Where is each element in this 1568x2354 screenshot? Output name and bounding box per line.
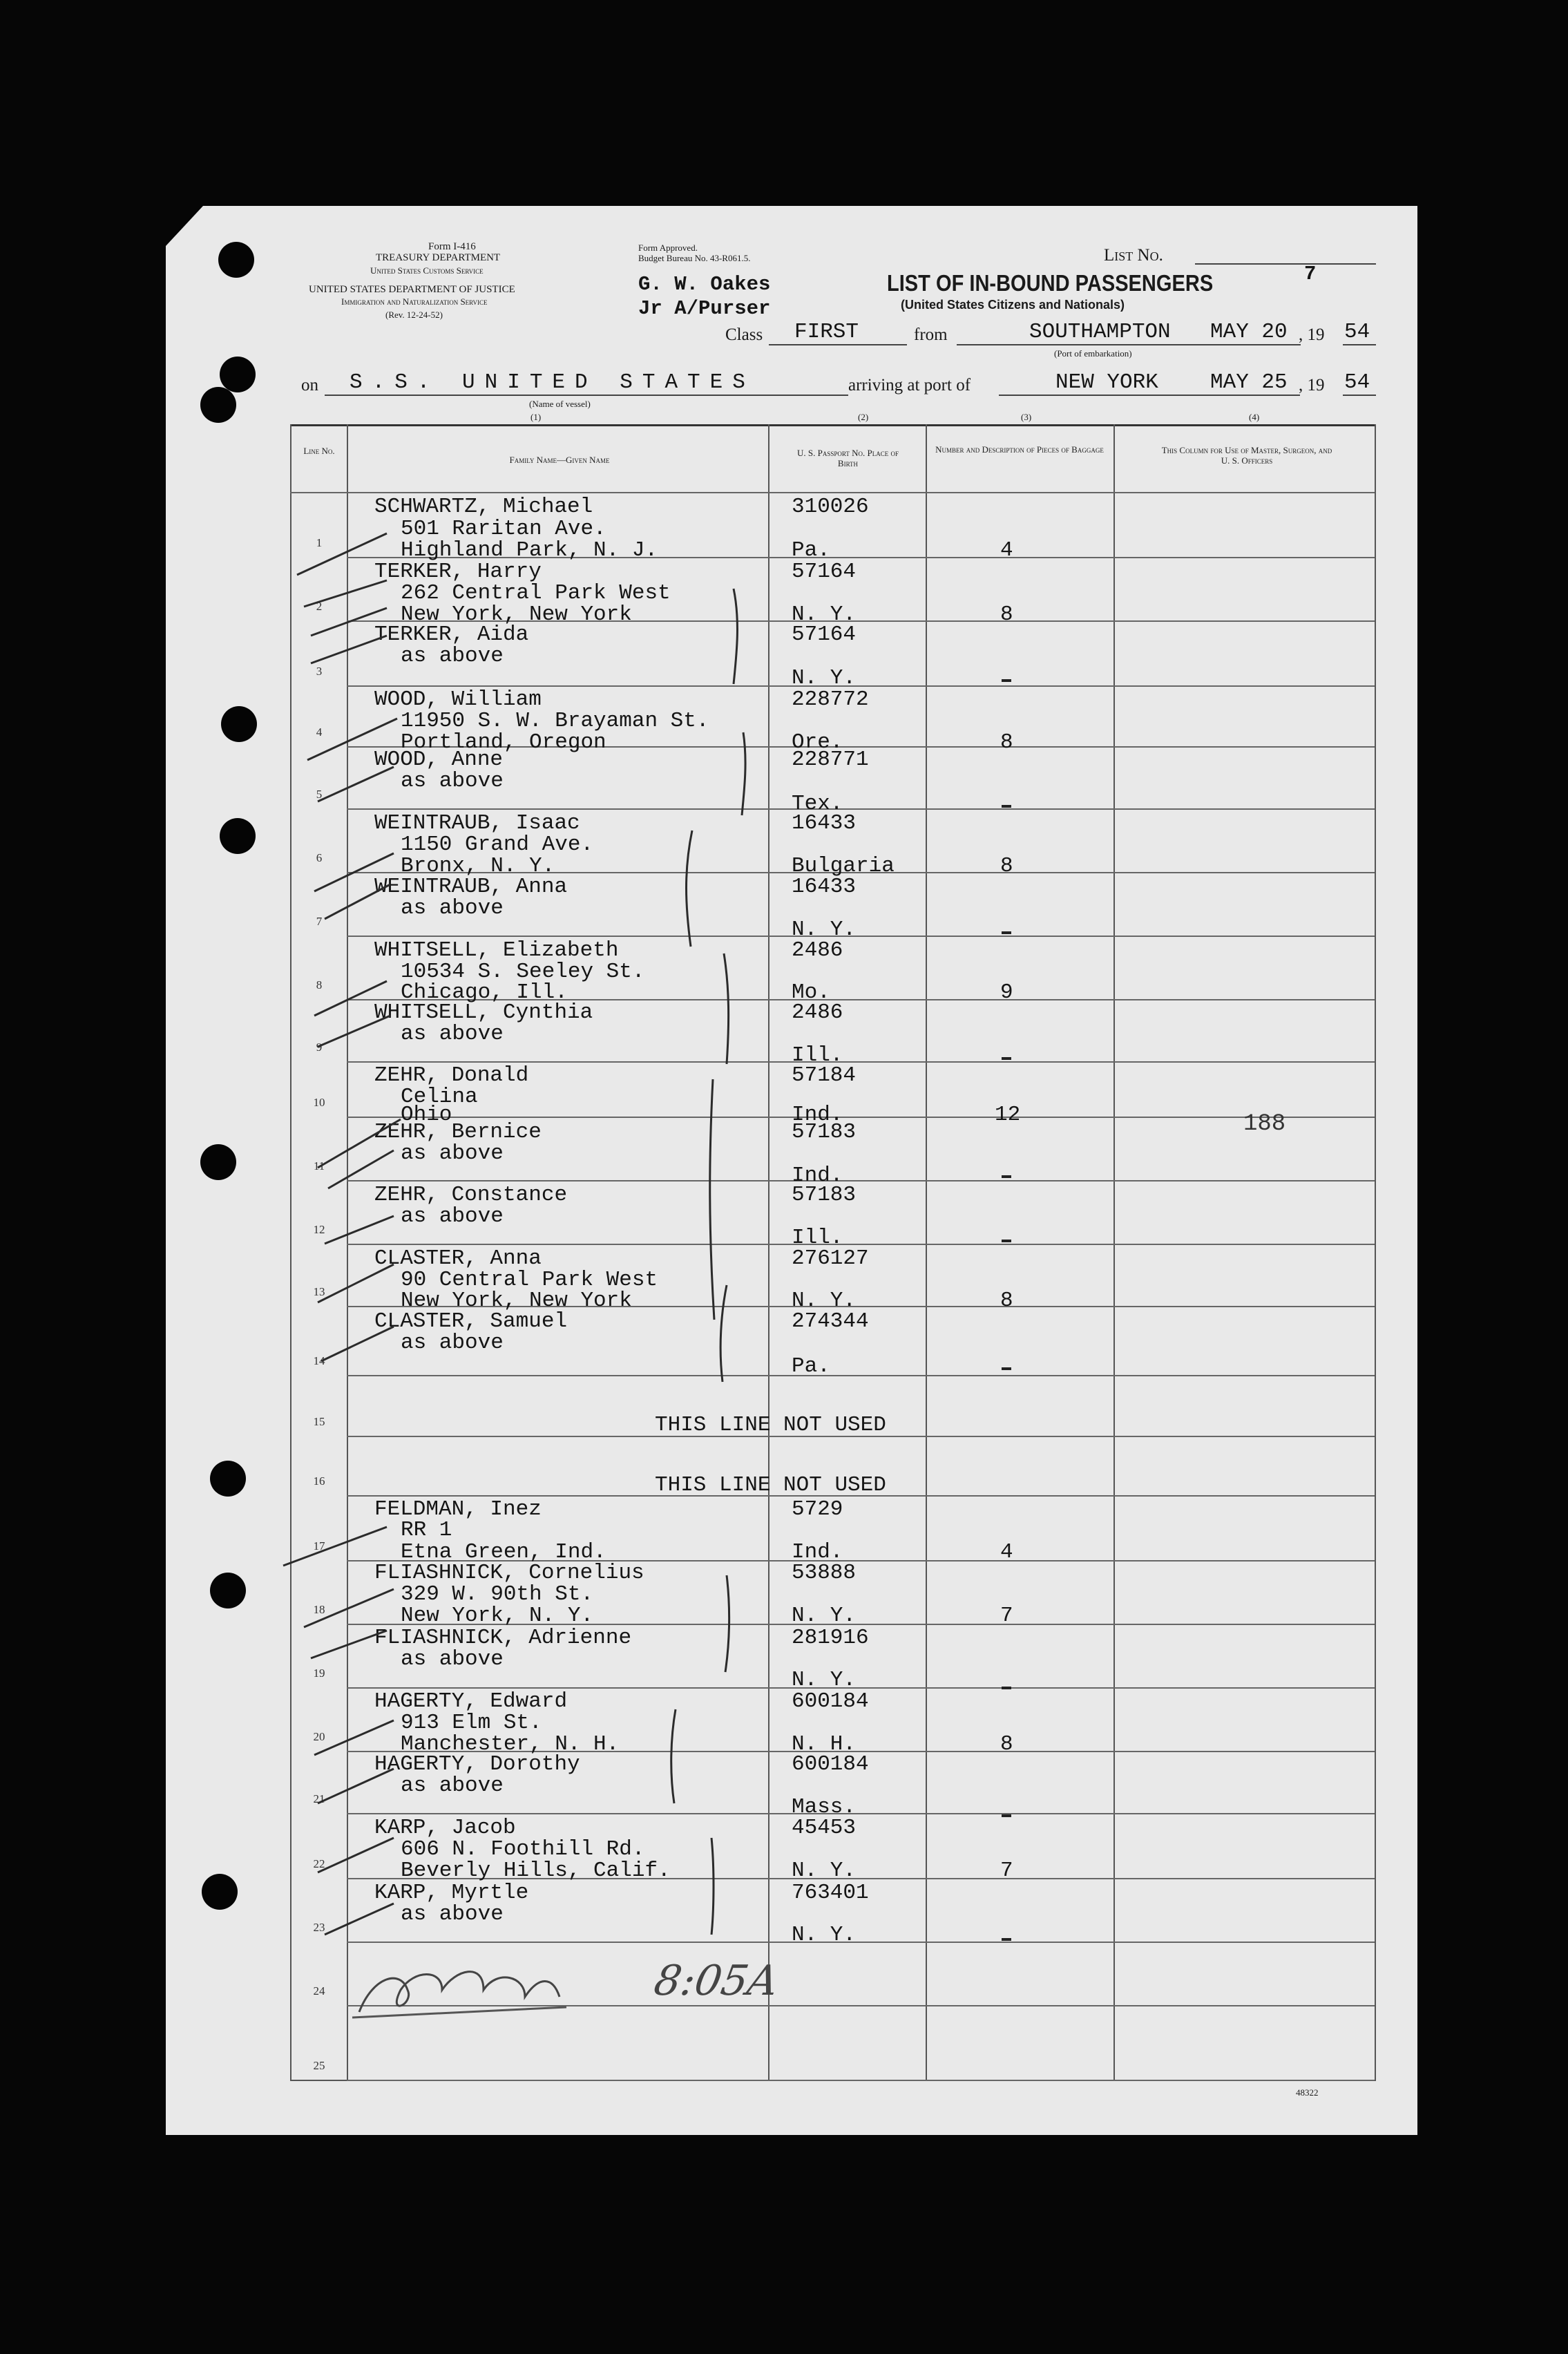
passenger-name-line: New York, N. Y.: [401, 1604, 594, 1628]
treasury-department: TREASURY DEPARTMENT: [376, 252, 501, 263]
handwritten-time: 8:05A: [650, 1957, 783, 2005]
row-divider: [347, 492, 1375, 493]
line-number: 1: [316, 536, 323, 549]
officer-note: 188: [1243, 1111, 1286, 1137]
passenger-name-line: ZEHR, Donald: [374, 1063, 529, 1088]
from-label: from: [914, 325, 948, 344]
line-number: 23: [313, 1921, 325, 1934]
passenger-name-line: New York, New York: [401, 602, 632, 627]
baggage-count: 8: [1000, 1289, 1013, 1313]
line-number: 18: [313, 1603, 325, 1616]
line-number: 8: [316, 978, 323, 991]
passenger-name-line: Portland, Oregon: [401, 730, 606, 754]
line-number: 14: [313, 1354, 325, 1367]
header-name: Family Name—Given Name: [509, 455, 610, 465]
col-3-marker: (3): [1021, 412, 1032, 422]
passenger-name-line: 11950 S. W. Brayaman St.: [401, 709, 709, 733]
passenger-name-line: as above: [401, 1204, 504, 1228]
passenger-name-line: WHITSELL, Cynthia: [374, 1000, 593, 1025]
baggage-count: 8: [1000, 854, 1013, 878]
embarkation-note: (Port of embarkation): [1054, 348, 1132, 359]
departure-year: 54: [1344, 320, 1370, 344]
header-baggage: Number and Description of Pieces of Baggage: [935, 444, 1104, 455]
form-title: LIST OF IN-BOUND PASSENGERS: [887, 270, 1214, 296]
baggage-dash: [1002, 1175, 1011, 1178]
on-label: on: [301, 376, 318, 395]
ins-service: Immigration and Naturalization Service: [341, 296, 488, 307]
baggage-dash: [1002, 1367, 1011, 1370]
baggage-dash: [1002, 1814, 1011, 1817]
row-divider: [347, 1117, 1375, 1118]
passenger-name-line: as above: [401, 1774, 504, 1798]
passenger-name-line: 913 Elm St.: [401, 1711, 542, 1735]
passport-birthplace: Tex.: [792, 792, 843, 816]
budget-bureau: Budget Bureau No. 43-R061.5.: [638, 253, 751, 263]
baggage-dash: [1002, 1938, 1011, 1941]
line-number: 10: [313, 1096, 325, 1109]
baggage-count: 7: [1000, 1859, 1013, 1883]
list-no-value: 7: [1304, 263, 1317, 285]
baggage-count: 4: [1000, 1540, 1013, 1564]
passenger-name-line: Celina: [401, 1085, 478, 1109]
footer-code: 48322: [1296, 2087, 1319, 2098]
line-number: 19: [313, 1667, 325, 1680]
line-number: 15: [313, 1415, 325, 1428]
punch-hole: [218, 242, 254, 278]
passport-birthplace: 2486: [792, 1000, 843, 1025]
passport-birthplace: 16433: [792, 875, 857, 899]
line-number: 13: [313, 1285, 325, 1298]
col-4-marker: (4): [1249, 412, 1260, 422]
baggage-count: 8: [1000, 602, 1013, 627]
line-number: 11: [313, 1159, 325, 1173]
embarkation-port: SOUTHAMPTON: [1029, 320, 1171, 344]
baggage-count: 4: [1000, 538, 1013, 562]
row-divider: [347, 2080, 1375, 2081]
passenger-name-line: as above: [401, 644, 504, 668]
passenger-name-line: 606 N. Foothill Rd.: [401, 1837, 645, 1861]
baggage-dash: [1002, 1687, 1011, 1689]
passport-birthplace: 57183: [792, 1120, 857, 1144]
passenger-name-line: CLASTER, Samuel: [374, 1309, 568, 1333]
passenger-name-line: HAGERTY, Dorothy: [374, 1752, 580, 1776]
passport-birthplace: 2486: [792, 938, 843, 962]
passport-birthplace: 16433: [792, 811, 857, 835]
departure-date: MAY 20: [1210, 320, 1288, 344]
row-divider: [347, 1813, 1375, 1814]
passport-birthplace: 310026: [792, 495, 869, 519]
passenger-name-line: WOOD, William: [374, 687, 542, 712]
passport-birthplace: 281916: [792, 1626, 869, 1650]
punch-hole: [202, 1874, 238, 1910]
passport-birthplace: Bulgaria: [792, 854, 895, 878]
line-number: 6: [316, 851, 323, 864]
line-number: 9: [316, 1041, 323, 1054]
passport-birthplace: Ind.: [792, 1540, 843, 1564]
row-divider: [347, 1687, 1375, 1689]
passport-birthplace: N. Y.: [792, 1859, 857, 1883]
passport-birthplace: Pa.: [792, 538, 830, 562]
form-approved: Form Approved.: [638, 243, 698, 253]
vessel-name: S.S. UNITED STATES: [350, 370, 755, 395]
line-number: 3: [316, 665, 323, 678]
passport-birthplace: Ill.: [792, 1226, 843, 1250]
punch-hole: [210, 1461, 246, 1497]
passport-birthplace: Mo.: [792, 980, 830, 1005]
passenger-name-line: KARP, Jacob: [374, 1816, 516, 1840]
passport-birthplace: Ind.: [792, 1164, 843, 1188]
passenger-name-line: HAGERTY, Edward: [374, 1689, 568, 1714]
passport-birthplace: Ore.: [792, 730, 843, 754]
row-divider: [347, 1180, 1375, 1181]
passport-birthplace: N. Y.: [792, 666, 857, 690]
passenger-name-line: RR 1: [401, 1518, 452, 1542]
passenger-name-line: ZEHR, Bernice: [374, 1120, 542, 1144]
passport-birthplace: N. Y.: [792, 1668, 857, 1692]
passenger-name-line: as above: [401, 1647, 504, 1671]
form-number: Form I-416: [428, 241, 476, 252]
baggage-dash: [1002, 805, 1011, 808]
passenger-name-line: WHITSELL, Elizabeth: [374, 938, 619, 962]
row-divider: [347, 685, 1375, 687]
class-value: FIRST: [794, 320, 859, 344]
revision-date: (Rev. 12-24-52): [385, 310, 443, 320]
passenger-name-line: FLIASHNICK, Adrienne: [374, 1626, 632, 1650]
passenger-name-line: 10534 S. Seeley St.: [401, 960, 645, 984]
row-divider: [347, 936, 1375, 937]
punch-hole: [200, 1144, 236, 1180]
row-divider: [347, 808, 1375, 810]
passport-birthplace: Pa.: [792, 1354, 830, 1378]
passenger-name-line: SCHWARTZ, Michael: [374, 495, 593, 519]
arrival-year-prefix: , 19: [1299, 376, 1325, 395]
passport-birthplace: 57164: [792, 560, 857, 584]
col-1-marker: (1): [530, 412, 542, 422]
baggage-dash: [1002, 679, 1011, 682]
punch-hole: [220, 357, 256, 392]
line-number: 16: [313, 1474, 325, 1488]
list-no-label: List No.: [1104, 246, 1163, 265]
passport-birthplace: 274344: [792, 1309, 869, 1333]
passenger-name-line: Highland Park, N. J.: [401, 538, 658, 562]
passport-birthplace: Ill.: [792, 1043, 843, 1067]
passenger-name-line: WEINTRAUB, Isaac: [374, 811, 580, 835]
passenger-name-line: ZEHR, Constance: [374, 1183, 568, 1207]
passenger-name-line: CLASTER, Anna: [374, 1246, 542, 1271]
line-number: 24: [313, 1984, 325, 1997]
passenger-name-line: as above: [401, 896, 504, 920]
vessel-note: (Name of vessel): [529, 399, 591, 409]
passport-birthplace: 228771: [792, 748, 869, 772]
punch-hole: [220, 818, 256, 854]
passenger-name-line: New York, New York: [401, 1289, 632, 1313]
passport-birthplace: 763401: [792, 1881, 869, 1905]
passenger-name-line: KARP, Myrtle: [374, 1881, 529, 1905]
class-label: Class: [725, 325, 763, 344]
col-2-marker: (2): [858, 412, 869, 422]
passenger-name-line: THIS LINE NOT USED: [655, 1413, 886, 1437]
header-passport: U. S. Passport No. Place of Birth: [797, 448, 899, 468]
row-divider: [347, 2005, 1375, 2006]
passport-birthplace: 57183: [792, 1183, 857, 1207]
passenger-name-line: Etna Green, Ind.: [401, 1540, 606, 1564]
passport-birthplace: N. Y.: [792, 1923, 857, 1947]
passenger-name-line: Manchester, N. H.: [401, 1732, 620, 1756]
baggage-count: 12: [995, 1103, 1021, 1127]
purser-name: G. W. Oakes: [638, 273, 771, 296]
line-number: 12: [313, 1223, 325, 1236]
punch-hole: [200, 387, 236, 423]
baggage-count: 9: [1000, 980, 1013, 1005]
passport-birthplace: N. H.: [792, 1732, 857, 1756]
passenger-name-line: as above: [401, 1022, 504, 1046]
passenger-name-line: Ohio: [401, 1103, 452, 1127]
line-number: 20: [313, 1730, 325, 1743]
form-subtitle: (United States Citizens and Nationals): [901, 298, 1125, 312]
baggage-dash: [1002, 1240, 1011, 1242]
arrival-port: NEW YORK: [1055, 370, 1158, 395]
passport-birthplace: N. Y.: [792, 1289, 857, 1313]
departure-year-prefix: , 19: [1299, 325, 1325, 344]
row-divider: [347, 1244, 1375, 1245]
passenger-name-line: WEINTRAUB, Anna: [374, 875, 568, 899]
line-number: 4: [316, 725, 323, 739]
passport-birthplace: 45453: [792, 1816, 857, 1840]
passenger-name-line: 329 W. 90th St.: [401, 1582, 594, 1606]
passenger-name-line: TERKER, Harry: [374, 560, 542, 584]
baggage-dash: [1002, 931, 1011, 934]
line-number: 22: [313, 1857, 325, 1870]
passport-birthplace: 57184: [792, 1063, 857, 1088]
arrival-date: MAY 25: [1210, 370, 1288, 395]
passenger-name-line: Chicago, Ill.: [401, 980, 568, 1005]
justice-department: UNITED STATES DEPARTMENT OF JUSTICE: [309, 284, 515, 295]
passport-birthplace: 600184: [792, 1752, 869, 1776]
passport-birthplace: 600184: [792, 1689, 869, 1714]
passport-birthplace: Mass.: [792, 1795, 857, 1819]
customs-service: United States Customs Service: [370, 265, 484, 276]
passport-birthplace: N. Y.: [792, 918, 857, 942]
passenger-name-line: TERKER, Aida: [374, 623, 529, 647]
purser-title: Jr A/Purser: [638, 297, 771, 320]
passenger-name-line: as above: [401, 1331, 504, 1355]
passport-birthplace: Ind.: [792, 1103, 843, 1127]
punch-hole: [221, 706, 257, 742]
passenger-name-line: THIS LINE NOT USED: [655, 1473, 886, 1497]
baggage-count: 8: [1000, 730, 1013, 754]
baggage-count: 7: [1000, 1604, 1013, 1628]
passenger-name-line: FELDMAN, Inez: [374, 1497, 542, 1521]
line-number: 25: [313, 2059, 325, 2072]
passport-birthplace: 228772: [792, 687, 869, 712]
passport-birthplace: N. Y.: [792, 602, 857, 627]
baggage-count: 8: [1000, 1732, 1013, 1756]
header-officers: This Column for Use of Master, Surgeon, and U. S. Officers: [1161, 445, 1332, 466]
passport-birthplace: 53888: [792, 1561, 857, 1585]
line-number: 2: [316, 600, 323, 613]
passenger-name-line: 501 Raritan Ave.: [401, 517, 606, 541]
passenger-name-line: Bronx, N. Y.: [401, 854, 555, 878]
line-number: 5: [316, 788, 323, 801]
passenger-name-line: FLIASHNICK, Cornelius: [374, 1561, 644, 1585]
passenger-name-line: 1150 Grand Ave.: [401, 833, 594, 857]
passenger-name-line: WOOD, Anne: [374, 748, 504, 772]
passport-birthplace: N. Y.: [792, 1604, 857, 1628]
passenger-name-line: as above: [401, 1141, 504, 1166]
baggage-dash: [1002, 1057, 1011, 1060]
row-divider: [347, 1375, 1375, 1376]
passenger-name-line: 262 Central Park West: [401, 581, 671, 605]
arrival-year: 54: [1344, 370, 1370, 395]
arriving-label: arriving at port of: [848, 376, 971, 395]
passenger-name-line: 90 Central Park West: [401, 1268, 658, 1292]
line-number: 17: [313, 1539, 325, 1553]
punch-hole: [210, 1573, 246, 1608]
header-line-no: Line No.: [303, 446, 335, 456]
passenger-name-line: as above: [401, 1902, 504, 1926]
passport-birthplace: 276127: [792, 1246, 869, 1271]
passenger-name-line: Beverly Hills, Calif.: [401, 1859, 671, 1883]
line-number: 21: [313, 1792, 325, 1805]
passport-birthplace: 57164: [792, 623, 857, 647]
line-number: 7: [316, 915, 323, 928]
row-divider: [347, 1061, 1375, 1063]
row-divider: [347, 1942, 1375, 1943]
passport-birthplace: 5729: [792, 1497, 843, 1521]
passenger-name-line: as above: [401, 769, 504, 793]
